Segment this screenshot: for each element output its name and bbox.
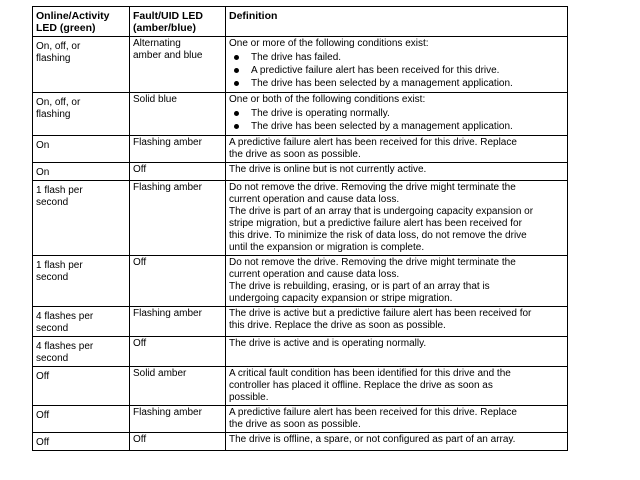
definition-line: The drive is active and is operating normally. [229, 338, 427, 349]
online-activity-line: Off [36, 410, 50, 421]
fault-uid-cell [130, 307, 226, 337]
online-activity-cell [33, 337, 130, 367]
online-activity-line: flashing [36, 109, 71, 120]
definition-line: controller has placed it offline. Replace the drive as soon as [229, 380, 493, 391]
fault-uid-line: Alternating [133, 38, 181, 49]
fault-uid-line: Off [133, 434, 147, 445]
fault-uid-line: amber and blue [133, 50, 203, 61]
header-online-activity: Online/Activity LED (green) [33, 7, 130, 37]
definition-line: current operation and cause data loss. [229, 269, 400, 280]
online-activity-line: Off [36, 371, 50, 382]
header-fault-uid: Fault/UID LED (amber/blue) [130, 7, 226, 37]
definition-line: One or more of the following conditions exist: [229, 38, 429, 49]
online-activity-line: On [36, 140, 50, 151]
definition-cell [226, 93, 568, 136]
definition-cell [226, 406, 568, 433]
definition-cell [226, 256, 568, 307]
definition-line: this drive. To minimize the risk of data loss, do not remove the drive [229, 230, 527, 241]
online-activity-line: second [36, 197, 69, 208]
fault-uid-line: Off [133, 164, 147, 175]
table-row [33, 37, 568, 93]
definition-line: A critical fault condition has been identified for this drive and the [229, 368, 511, 379]
online-activity-line: On [36, 167, 50, 178]
online-activity-cell [33, 163, 130, 181]
online-activity-cell [33, 136, 130, 163]
online-activity-cell [33, 406, 130, 433]
fault-uid-cell [130, 37, 226, 93]
fault-uid-cell [130, 433, 226, 451]
definition-line: the drive as soon as possible. [229, 419, 361, 430]
definition-cell [226, 337, 568, 367]
led-definitions-document [32, 6, 567, 451]
table-header-row [33, 7, 568, 37]
fault-uid-cell [130, 93, 226, 136]
online-activity-line: 4 flashes per [36, 341, 94, 352]
definition-line: undergoing capacity expansion or stripe migration. [229, 293, 453, 304]
definition-cell [226, 37, 568, 93]
definition-line: stripe migration, but a predictive failure alert has been received for [229, 218, 522, 229]
table-row [33, 337, 568, 367]
fault-uid-line: Flashing amber [133, 137, 202, 148]
table-row [33, 163, 568, 181]
definition-line: Do not remove the drive. Removing the drive might terminate the [229, 257, 516, 268]
table-body [33, 37, 568, 451]
definition-line: until the expansion or migration is complete. [229, 242, 425, 253]
online-activity-line: On, off, or [36, 97, 81, 108]
online-activity-cell [33, 93, 130, 136]
online-activity-line: 1 flash per [36, 260, 83, 271]
definition-line: possible. [229, 392, 269, 403]
online-activity-cell [33, 433, 130, 451]
online-activity-line: second [36, 353, 69, 364]
definition-cell [226, 163, 568, 181]
fault-uid-line: Solid amber [133, 368, 187, 379]
online-activity-cell [33, 256, 130, 307]
condition-list-item: The drive has failed. [251, 52, 564, 64]
definition-line: Do not remove the drive. Removing the drive might terminate the [229, 182, 516, 193]
definition-cell [226, 433, 568, 451]
condition-list-item: The drive has been selected by a management application. [251, 121, 564, 133]
fault-uid-cell [130, 181, 226, 256]
online-activity-cell [33, 181, 130, 256]
fault-uid-line: Off [133, 257, 147, 268]
online-activity-line: Off [36, 437, 50, 448]
fault-uid-cell [130, 136, 226, 163]
table-row [33, 307, 568, 337]
definition-cell [226, 136, 568, 163]
definition-line: A predictive failure alert has been received for this drive. Replace [229, 407, 517, 418]
definition-line: The drive is online but is not currently active. [229, 164, 427, 175]
fault-uid-line: Flashing amber [133, 182, 202, 193]
definition-line: this drive. Replace the drive as soon as possible. [229, 320, 446, 331]
definition-line: current operation and cause data loss. [229, 194, 400, 205]
online-activity-cell [33, 307, 130, 337]
definition-line: The drive is rebuilding, erasing, or is part of an array that is [229, 281, 490, 292]
condition-list [229, 108, 564, 133]
table-row [33, 93, 568, 136]
table-row [33, 256, 568, 307]
definition-cell [226, 307, 568, 337]
online-activity-cell [33, 37, 130, 93]
definition-line: The drive is active but a predictive failure alert has been received for [229, 308, 532, 319]
fault-uid-cell [130, 406, 226, 433]
online-activity-cell [33, 367, 130, 406]
online-activity-line: On, off, or [36, 41, 81, 52]
header-definition: Definition [226, 7, 568, 37]
definition-cell [226, 367, 568, 406]
online-activity-line: 1 flash per [36, 185, 83, 196]
definition-line: the drive as soon as possible. [229, 149, 361, 160]
online-activity-line: second [36, 323, 69, 334]
fault-uid-cell [130, 367, 226, 406]
table-row [33, 181, 568, 256]
table-row [33, 433, 568, 451]
definition-line: The drive is part of an array that is undergoing capacity expansion or [229, 206, 534, 217]
condition-list-item: The drive has been selected by a management application. [251, 78, 564, 90]
fault-uid-line: Flashing amber [133, 308, 202, 319]
definition-line: One or both of the following conditions exist: [229, 94, 426, 105]
fault-uid-line: Off [133, 338, 147, 349]
definition-line: The drive is offline, a spare, or not configured as part of an array. [229, 434, 516, 445]
table-row [33, 136, 568, 163]
definition-cell [226, 181, 568, 256]
online-activity-line: 4 flashes per [36, 311, 94, 322]
condition-list-item: A predictive failure alert has been received for this drive. [251, 65, 564, 77]
fault-uid-line: Flashing amber [133, 407, 202, 418]
drive-led-table [32, 6, 568, 451]
fault-uid-cell [130, 163, 226, 181]
table-row [33, 367, 568, 406]
online-activity-line: flashing [36, 53, 71, 64]
condition-list-item: The drive is operating normally. [251, 108, 564, 120]
online-activity-line: second [36, 272, 69, 283]
fault-uid-cell [130, 256, 226, 307]
fault-uid-line: Solid blue [133, 94, 177, 105]
definition-line: A predictive failure alert has been received for this drive. Replace [229, 137, 517, 148]
table-row [33, 406, 568, 433]
fault-uid-cell [130, 337, 226, 367]
condition-list [229, 52, 564, 90]
